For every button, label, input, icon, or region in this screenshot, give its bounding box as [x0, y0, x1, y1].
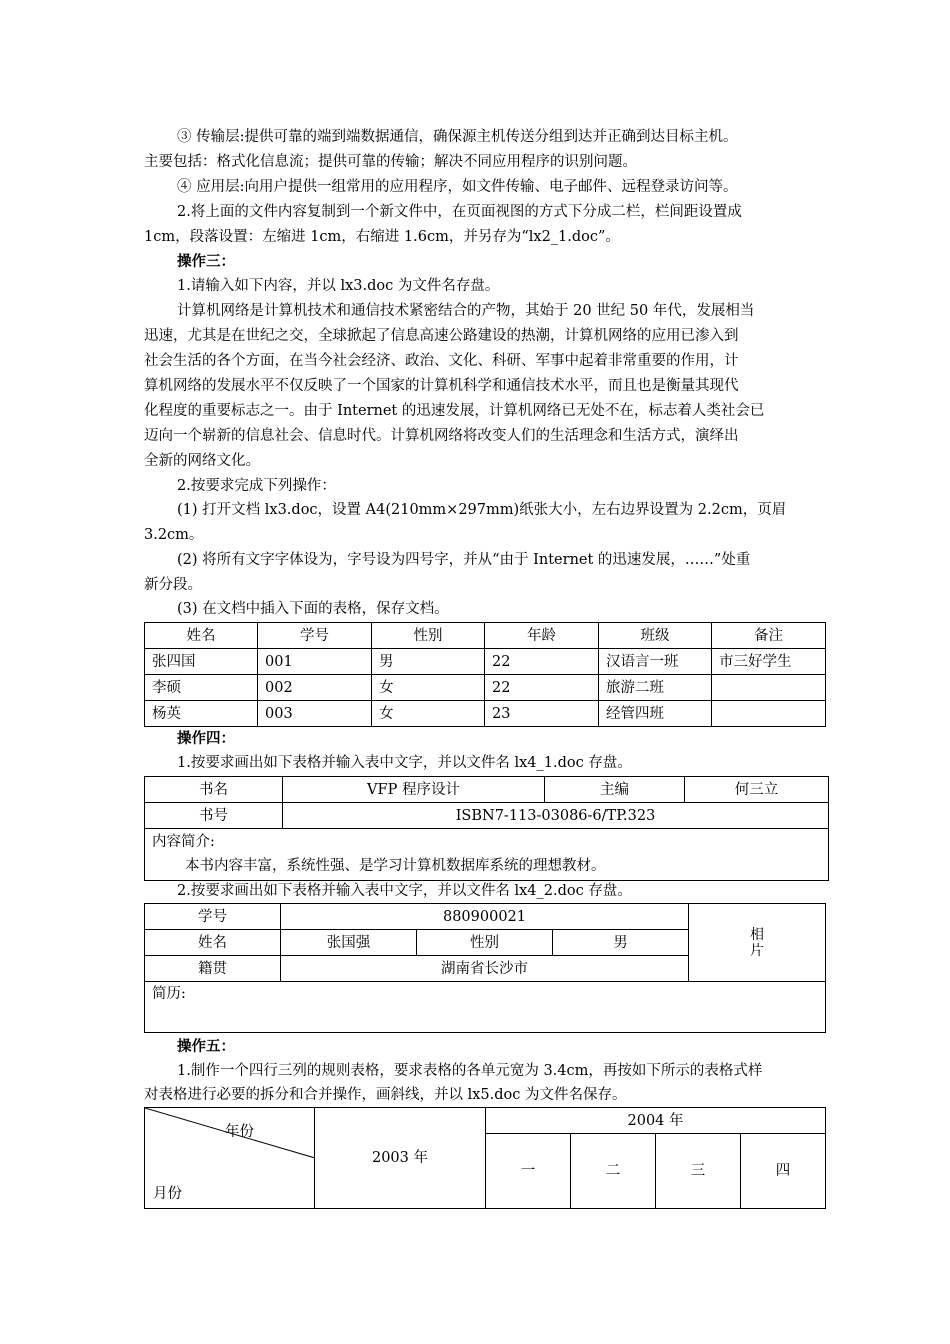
section-heading-op5: 操作五：	[177, 1038, 235, 1055]
table-cell: 003	[258, 701, 372, 727]
paragraph-line: 算机网络的发展水平不仅反映了一个国家的计算机科学和通信技术水平，而且也是衡量其现代	[144, 378, 739, 394]
editor-label: 主编	[545, 777, 685, 803]
editor-value: 何三立	[685, 777, 829, 803]
photo-cell	[689, 904, 826, 982]
diagonal-bottom-label: 月份	[153, 1186, 182, 1202]
text-line: (1) 打开文档 lx3.doc，设置 A4(210mm×297mm)纸张大小，左右边界设置为 2.2cm，页眉	[177, 502, 787, 518]
text-line: 2.将上面的文件内容复制到一个新文件中，在页面视图的方式下分成二栏，栏间距设置成	[177, 204, 742, 220]
text-line: 1.按要求画出如下表格并输入表中文字，并以文件名 lx4_1.doc 存盘。	[177, 755, 632, 771]
table-cell: 22	[485, 675, 599, 701]
table-cell: 市三好学生	[712, 649, 826, 675]
table-header-cell: 备注	[712, 623, 826, 649]
id-value: 880900021	[281, 904, 689, 930]
photo-label-1: 相	[750, 926, 765, 943]
table-cell: 旅游二班	[599, 675, 712, 701]
quarter-cell: 四	[741, 1134, 826, 1209]
table-row	[145, 675, 826, 701]
table-cell: 杨英	[145, 701, 258, 727]
quarter-cell: 一	[486, 1134, 571, 1209]
table-row	[145, 904, 826, 930]
name-value: 张国强	[281, 930, 417, 956]
table-row	[145, 777, 829, 803]
text-line: 2.按要求画出如下表格并输入表中文字，并以文件名 lx4_2.doc 存盘。	[177, 883, 632, 899]
table-row	[145, 829, 829, 881]
text-line: (2) 将所有文字字体设为，字号设为四号字，并从“由于 Internet 的迅速发展，……”处重	[177, 552, 751, 568]
id-label: 学号	[145, 904, 281, 930]
paragraph-line: 全新的网络文化。	[144, 453, 260, 469]
year-month-table	[144, 1107, 826, 1209]
table-row	[145, 803, 829, 829]
photo-label-2: 片	[750, 942, 765, 959]
table-cell: 23	[485, 701, 599, 727]
paragraph-line: 迈向一个崭新的信息社会、信息时代。计算机网络将改变人们的生活理念和生活方式，演绎出	[144, 428, 739, 444]
summary-cell	[145, 829, 829, 881]
table-cell: 男	[372, 649, 485, 675]
origin-label: 籍贯	[145, 956, 281, 982]
table-cell: 张四国	[145, 649, 258, 675]
book-name-value: VFP 程序设计	[283, 777, 545, 803]
table-cell: 女	[372, 701, 485, 727]
table-cell: 女	[372, 675, 485, 701]
gender-label: 性别	[417, 930, 553, 956]
paragraph-line: 迅速，尤其是在世纪之交，全球掀起了信息高速公路建设的热潮，计算机网络的应用已渗入到	[144, 328, 739, 344]
resume-cell	[145, 982, 826, 1033]
text-line: 2.按要求完成下列操作：	[177, 478, 336, 494]
paragraph-line: 社会生活的各个方面，在当今社会经济、政治、文化、科研、军事中起着非常重要的作用，计	[144, 353, 739, 369]
text-line: (3) 在文档中插入下面的表格，保存文档。	[177, 601, 449, 617]
table-header-row	[145, 623, 826, 649]
paragraph-line: 计算机网络是计算机技术和通信技术紧密结合的产物，其始于 20 世纪 50 年代，发展相当	[177, 303, 755, 319]
text-line: 1cm，段落设置：左缩进 1cm，右缩进 1.6cm，并另存为“lx2_1.doc”。	[144, 229, 620, 245]
table-header-cell: 性别	[372, 623, 485, 649]
summary-label: 内容简介:	[152, 834, 215, 850]
table-cell: 001	[258, 649, 372, 675]
table-cell	[712, 675, 826, 701]
text-line: 1.制作一个四行三列的规则表格，要求表格的各单元宽为 3.4cm，再按如下所示的表格式样	[177, 1063, 763, 1079]
text-line: 3.2cm。	[144, 527, 204, 543]
quarter-cell: 三	[656, 1134, 741, 1209]
summary-text: 本书内容丰富，系统性强、是学习计算机数据库系统的理想教材。	[185, 858, 606, 874]
text-line: ③ 传输层:提供可靠的端到端数据通信，确保源主机传送分组到达并正确到达目标主机。	[177, 129, 738, 145]
table-row	[145, 649, 826, 675]
student-info-table	[144, 903, 826, 1033]
text-line: 主要包括：格式化信息流；提供可靠的传输；解决不同应用程序的识别问题。	[144, 154, 637, 170]
isbn-value: ISBN7-113-03086-6/TP.323	[283, 803, 829, 829]
table-header-cell: 年龄	[485, 623, 599, 649]
table-header-cell: 班级	[599, 623, 712, 649]
table-header-cell: 姓名	[145, 623, 258, 649]
text-line: 新分段。	[144, 577, 202, 593]
table-cell: 汉语言一班	[599, 649, 712, 675]
section-heading-op4: 操作四：	[177, 730, 235, 747]
book-table	[144, 776, 829, 881]
paragraph-line: 化程度的重要标志之一。由于 Internet 的迅速发展，计算机网络已无处不在，标志着人类社会已	[144, 403, 765, 419]
diagonal-header-cell	[145, 1108, 315, 1209]
table-row	[145, 982, 826, 1033]
gender-value: 男	[553, 930, 689, 956]
origin-value: 湖南省长沙市	[281, 956, 689, 982]
text-line: 1.请输入如下内容，并以 lx3.doc 为文件名存盘。	[177, 278, 500, 294]
text-line: 对表格进行必要的拆分和合并操作，画斜线，并以 lx5.doc 为文件名保存。	[144, 1087, 627, 1103]
table-cell: 002	[258, 675, 372, 701]
year-2004-cell: 2004 年	[486, 1108, 826, 1134]
section-heading-op3: 操作三：	[177, 253, 235, 270]
year-2003-cell: 2003 年	[315, 1108, 486, 1209]
table-cell	[712, 701, 826, 727]
name-label: 姓名	[145, 930, 281, 956]
table-row	[145, 701, 826, 727]
table-row	[145, 1108, 826, 1134]
table-header-cell: 学号	[258, 623, 372, 649]
table-cell: 李硕	[145, 675, 258, 701]
resume-label: 简历:	[152, 986, 186, 1002]
student-table	[144, 622, 826, 727]
diagonal-top-label: 年份	[225, 1124, 254, 1140]
text-line: ④ 应用层:向用户提供一组常用的应用程序，如文件传输、电子邮件、远程登录访问等。	[177, 179, 738, 195]
table-cell: 经管四班	[599, 701, 712, 727]
quarter-cell: 二	[571, 1134, 656, 1209]
book-name-label: 书名	[145, 777, 283, 803]
isbn-label: 书号	[145, 803, 283, 829]
table-cell: 22	[485, 649, 599, 675]
